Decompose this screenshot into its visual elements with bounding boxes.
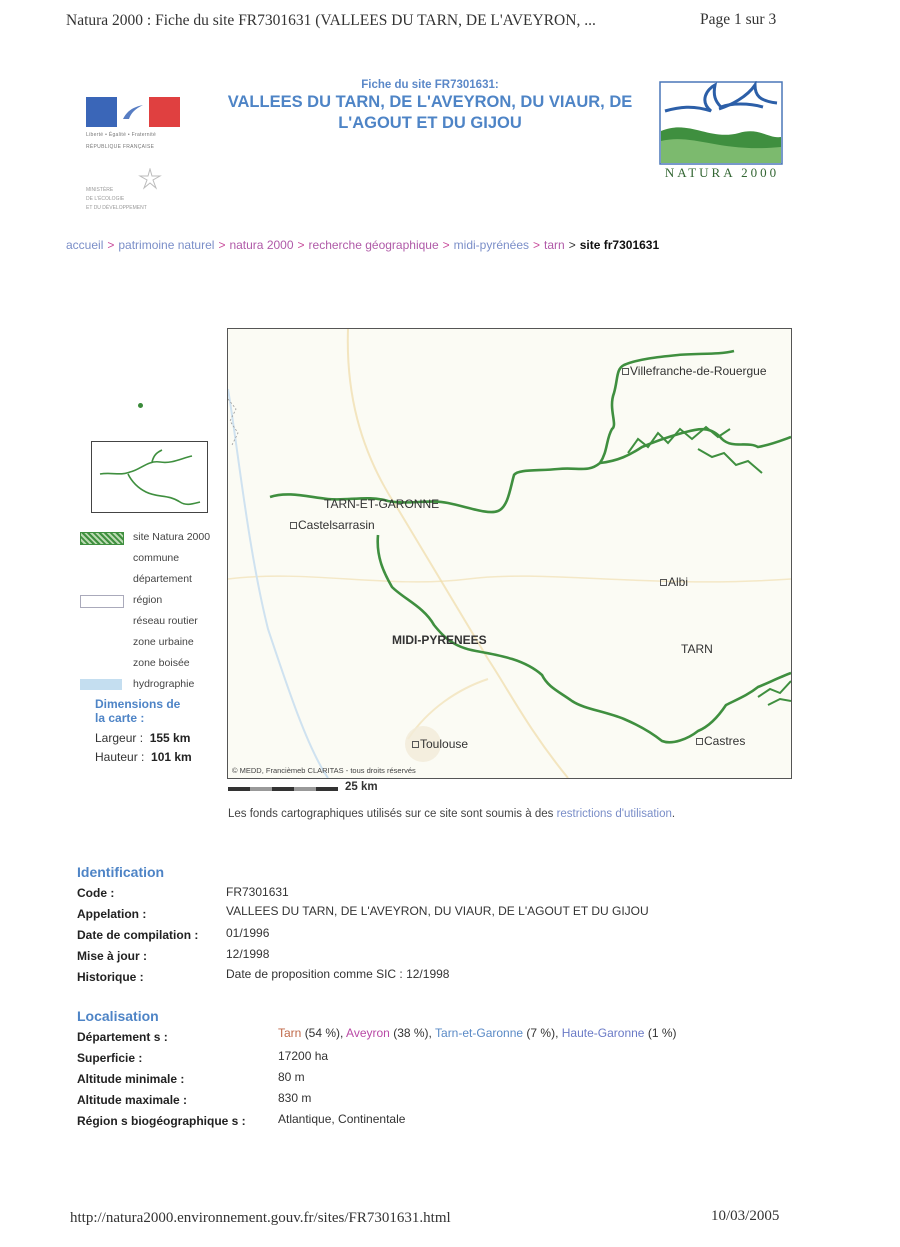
page-title-line-1: VALLEES DU TARN, DE L'AVEYRON, DU VIAUR, DE — [227, 93, 633, 111]
restrictions-link[interactable]: restrictions d'utilisation — [556, 808, 672, 820]
map-label-tarn: TARN — [681, 642, 713, 656]
overview-location-dot — [138, 403, 143, 408]
map-label-villefranche: Villefranche-de-Rouergue — [622, 364, 767, 378]
natura-2000-text: NATURA 2000 — [664, 165, 780, 180]
legend-item: département — [133, 573, 192, 585]
map-label-midi-pyrenees: MIDI-PYRENEES — [392, 633, 487, 647]
legend-item: réseau routier — [133, 615, 198, 627]
field-label-regions-biogeo: Région s biogéographique s : — [77, 1114, 246, 1128]
field-label-appelation: Appelation : — [77, 907, 147, 921]
legend-item: site Natura 2000 — [80, 530, 230, 551]
breadcrumb-natura-2000[interactable]: natura 2000 — [229, 238, 294, 252]
breadcrumb-current: site fr7301631 — [579, 238, 660, 252]
departement-haute-garonne-link[interactable]: Haute-Garonne — [561, 1026, 645, 1040]
field-label-departements: Département s : — [77, 1030, 168, 1044]
fiche-label: Fiche du site FR7301631: — [361, 79, 499, 91]
field-value-altitude-max: 830 m — [278, 1091, 312, 1105]
localisation-title: Localisation — [77, 1008, 159, 1024]
field-label-altitude-min: Altitude minimale : — [77, 1072, 185, 1086]
site-map[interactable] — [227, 328, 792, 779]
breadcrumb-accueil[interactable]: accueil — [66, 238, 104, 252]
breadcrumb-tarn[interactable]: tarn — [544, 238, 565, 252]
site-map-graphic — [228, 329, 791, 778]
map-copyright: © MEDD, Francièmeb CLARITAS - tous droits réservés — [232, 766, 416, 775]
breadcrumb — [66, 238, 659, 252]
map-label-castelsarrasin: Castelsarrasin — [290, 518, 375, 532]
map-dimensions-title: Dimensions de la carte : — [95, 697, 181, 725]
page-number: Page 1 sur 3 — [700, 11, 777, 28]
legend-item: région — [80, 593, 230, 614]
rf-caption-motto: Liberté • Égalité • Fraternité — [86, 132, 157, 138]
breadcrumb-separator: > — [533, 238, 541, 252]
identification-title: Identification — [77, 864, 165, 880]
print-footer-url: http://natura2000.environnement.gouv.fr/sites/FR7301631.html — [70, 1210, 451, 1226]
ministry-emblem-icon — [138, 168, 162, 190]
departement-aveyron-link[interactable]: Aveyron — [346, 1026, 390, 1040]
print-header-title: Natura 2000 : Fiche du site FR7301631 (VALLEES DU TARN, DE L'AVEYRON, ... — [66, 12, 596, 29]
scale-label: 25 km — [345, 781, 378, 793]
rf-caption-name: RÉPUBLIQUE FRANÇAISE — [86, 144, 155, 150]
legend-item: zone boisée — [133, 657, 190, 669]
map-label-tarn-et-garonne: TARN-ET-GARONNE — [324, 497, 440, 511]
field-value-date-compilation: 01/1996 — [226, 926, 270, 940]
map-restriction-notice: Les fonds cartographiques utilisés sur ce site sont soumis à des restrictions d'utilisation. — [228, 808, 676, 820]
field-label-date-compilation: Date de compilation : — [77, 928, 199, 942]
departement-tarn-et-garonne-link[interactable]: Tarn-et-Garonne — [435, 1026, 524, 1040]
map-legend — [80, 530, 230, 698]
map-width: Largeur : 155 km — [95, 731, 191, 745]
field-label-code: Code : — [77, 886, 115, 900]
breadcrumb-patrimoine-naturel[interactable]: patrimoine naturel — [118, 238, 215, 252]
legend-item: commune — [133, 552, 180, 564]
map-label-castres: Castres — [696, 734, 745, 748]
scale-bar — [228, 787, 338, 791]
map-height: Hauteur : 101 km — [95, 750, 192, 764]
ministry-line-2: DE L'ÉCOLOGIE — [86, 196, 125, 202]
legend-item: hydrographie — [80, 677, 230, 698]
breadcrumb-midi-pyrenees[interactable]: midi-pyrénées — [453, 238, 530, 252]
legend-item: zone urbaine — [133, 636, 194, 648]
field-label-superficie: Superficie : — [77, 1051, 143, 1065]
breadcrumb-separator: > — [297, 238, 305, 252]
field-value-appelation: VALLEES DU TARN, DE L'AVEYRON, DU VIAUR, DE L'AGOUT ET DU GIJOU — [226, 904, 649, 918]
mini-map[interactable] — [91, 441, 208, 513]
map-label-albi: Albi — [660, 575, 688, 589]
field-label-mise-a-jour: Mise à jour : — [77, 949, 148, 963]
ministry-logo — [86, 168, 186, 213]
map-label-toulouse: Toulouse — [412, 737, 468, 751]
field-label-altitude-max: Altitude maximale : — [77, 1093, 188, 1107]
print-footer-date: 10/03/2005 — [711, 1208, 780, 1224]
field-value-historique: Date de proposition comme SIC : 12/1998 — [226, 967, 450, 981]
departement-tarn-link[interactable]: Tarn — [278, 1026, 302, 1040]
field-value-code: FR7301631 — [226, 885, 289, 899]
field-value-altitude-min: 80 m — [278, 1070, 305, 1084]
field-value-regions-biogeo: Atlantique, Continentale — [278, 1112, 406, 1126]
ministry-line-3: ET DU DÉVELOPPEMENT — [86, 205, 147, 211]
page-title-line-2: L'AGOUT ET DU GIJOU — [338, 114, 522, 132]
breadcrumb-separator: > — [107, 238, 115, 252]
breadcrumb-separator: > — [442, 238, 450, 252]
ministry-line-1: MINISTÈRE — [86, 187, 114, 193]
natura-site-swatch-icon — [80, 532, 124, 545]
region-swatch-icon — [80, 595, 124, 608]
field-label-historique: Historique : — [77, 970, 144, 984]
field-value-superficie: 17200 ha — [278, 1049, 329, 1063]
field-value-mise-a-jour: 12/1998 — [226, 947, 270, 961]
breadcrumb-recherche-geographique[interactable]: recherche géographique — [308, 238, 439, 252]
field-value-departements: Tarn (54 %), Aveyron (38 %), Tarn-et-Garonne (7 %), Haute-Garonne (1 %) — [278, 1026, 677, 1040]
breadcrumb-separator: > — [218, 238, 226, 252]
breadcrumb-separator: > — [568, 238, 576, 252]
hydrography-swatch-icon — [80, 679, 122, 690]
